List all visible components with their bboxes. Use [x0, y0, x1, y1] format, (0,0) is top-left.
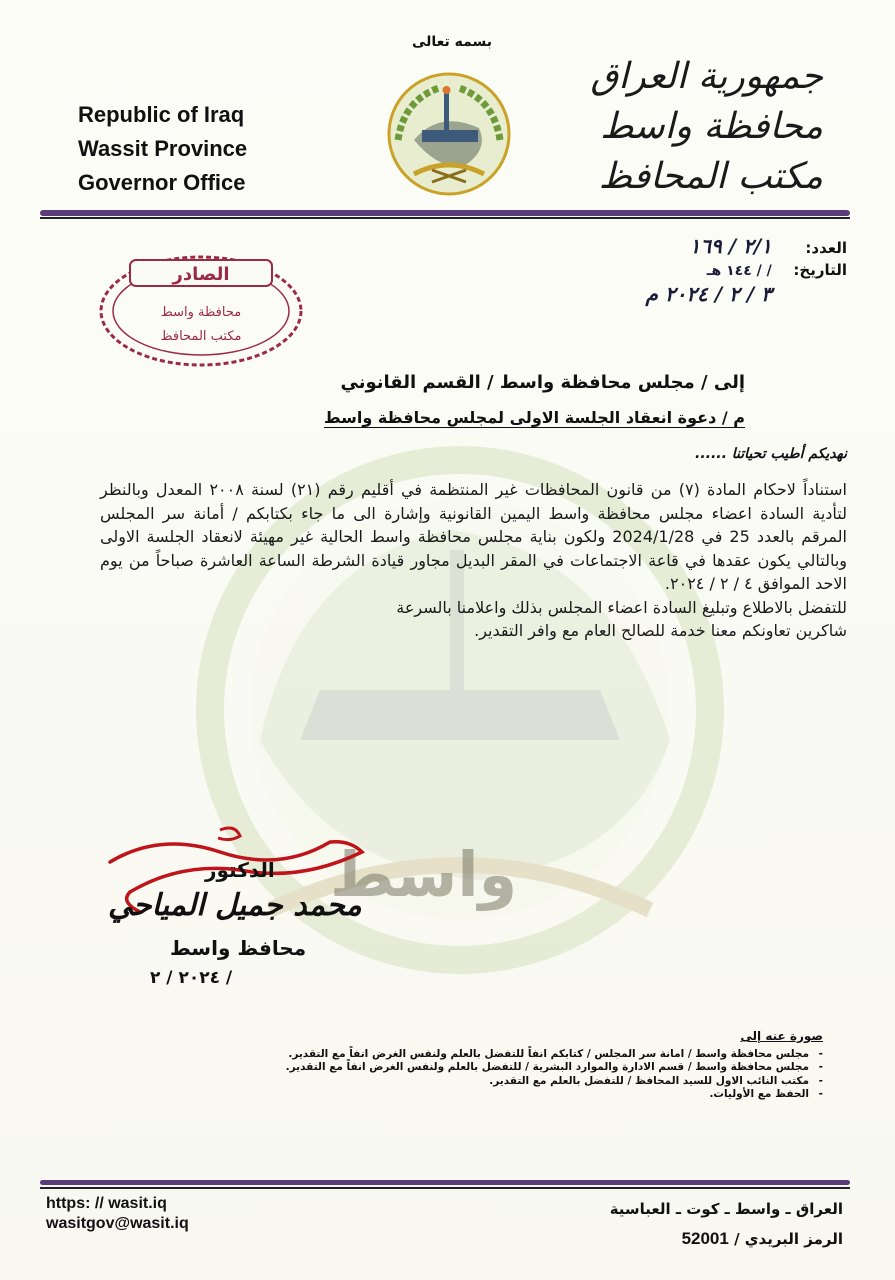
body-paragraph-2: للتفضل بالاطلاع وتبليغ السادة اعضاء المجلس بذلك واعلامنا بالسرعة: [396, 597, 847, 617]
email-link[interactable]: wasitgov@wasit.iq: [46, 1215, 189, 1232]
signature-date: ٢٠٢٤ / ٢ /: [150, 968, 233, 988]
postal-code-row: [610, 1224, 843, 1254]
reference-date-row: [467, 258, 847, 282]
copies-list-item: - الحفظ مع الأوليات.: [263, 1088, 809, 1102]
signatory-role: محافظ واسط: [170, 936, 307, 960]
copies-list-item: - مجلس محافظة واسط / قسم الادارة والموارد البشرية / للتفضل بالعلم ولنفس الغرض انفاً مع التقدير.: [263, 1061, 809, 1075]
gregorian-date: ٣ / ٢ / ٢٠٢٤ م: [645, 282, 772, 306]
letter-body: [100, 478, 847, 643]
addressee: إلى / مجلس محافظة واسط / القسم القانوني: [340, 372, 745, 393]
header-ar-province: محافظة واسط: [600, 106, 823, 147]
reference-block: [467, 234, 847, 306]
watermark-text: واسط: [330, 838, 518, 911]
stamp-line-2: مكتب المحافظ: [160, 329, 242, 344]
header-ar-office: مكتب المحافظ: [598, 156, 823, 197]
body-paragraph-1: استناداً لاحكام المادة (٧) من قانون المحافظات غير المنتظمة في أقليم رقم (٢١) لسنة ٢٠٠٨ المعدل وبالنظر لتأدية السادة اعضاء مجلس محافظة واسط اليمين القانونية وإشارة الى ما جاء بكتابكم / أمانة سر المجلس المرقم بالعدد 25 في 2024/1/28 ولكون بناية مجلس محافظة واسط الحالية غير مهيئة لانعقاد الجلسة الاولى وبالتالي يكون عقدها في قاعة الاجتماعات في المقر البديل مجاور قيادة الشرطة الساعة العاشرة صباحاً من يوم الاحد الموافق ٤ / ٢ / ٢٠٢٤.: [100, 480, 848, 593]
postal-code: 52001: [681, 1229, 729, 1248]
number-value: ٢/١ / ١٦٩: [689, 234, 772, 258]
footer-address: [610, 1194, 843, 1254]
copies-list-item: - مجلس محافظة واسط / امانة سر المجلس / كتابكم انفاً للتفضل بالعلم ولنفس الغرض انفاً مع التقدير.: [263, 1048, 809, 1062]
outgoing-stamp: [96, 252, 306, 370]
header-line-office: Governor Office: [78, 170, 246, 195]
copies-title: صورة عنه إلى: [740, 1029, 823, 1043]
wasit-emblem-icon: [384, 70, 514, 198]
date-label: التاريخ:: [793, 261, 847, 279]
reference-number-row: [467, 234, 847, 258]
footer-divider: [40, 1180, 850, 1185]
stamp-line-1: محافظة واسط: [160, 305, 242, 320]
postal-code-label: الرمز البريدي /: [734, 1230, 843, 1248]
header-ar-country: جمهورية العراق: [590, 56, 823, 97]
body-paragraph-3: شاكرين تعاونكم معنا خدمة للصالح العام مع وافر التقدير.: [474, 621, 847, 640]
subject-line: م / دعوة انعقاد الجلسة الاولى لمجلس محافظة واسط: [323, 408, 745, 427]
signatory-name: محمد جميل المياحي: [108, 888, 362, 923]
stamp-title: الصادر: [172, 264, 230, 285]
postal-address: العراق ـ واسط ـ كوت ـ العباسية: [609, 1200, 843, 1218]
header-divider: [40, 210, 850, 216]
greeting: نهديكم أطيب تحياتنا ......: [695, 446, 847, 462]
hijri-date: / / ١٤٤ هـ: [706, 263, 772, 279]
header-arabic: [563, 52, 823, 202]
signatory-title: الدكتور: [205, 858, 275, 882]
copies-list: [263, 1048, 823, 1102]
copies-list-item: - مكتب النائب الاول للسيد المحافظ / للتفضل بالعلم مع التقدير.: [263, 1075, 809, 1089]
website-link[interactable]: https: // wasit.iq: [46, 1195, 167, 1212]
reference-gregorian-row: [467, 282, 847, 306]
footer-contacts: [46, 1194, 189, 1234]
header-english: [78, 98, 247, 200]
number-label: العدد:: [805, 239, 847, 257]
footer-divider-thin: [40, 1187, 850, 1189]
header-line-province: Wassit Province: [78, 136, 248, 161]
basmala: بسمه تعالى: [411, 34, 493, 50]
header-divider-thin: [40, 217, 850, 219]
header-line-country: Republic of Iraq: [78, 102, 245, 127]
copies-to-section: [263, 1030, 823, 1102]
handwritten-signature: [100, 822, 370, 942]
